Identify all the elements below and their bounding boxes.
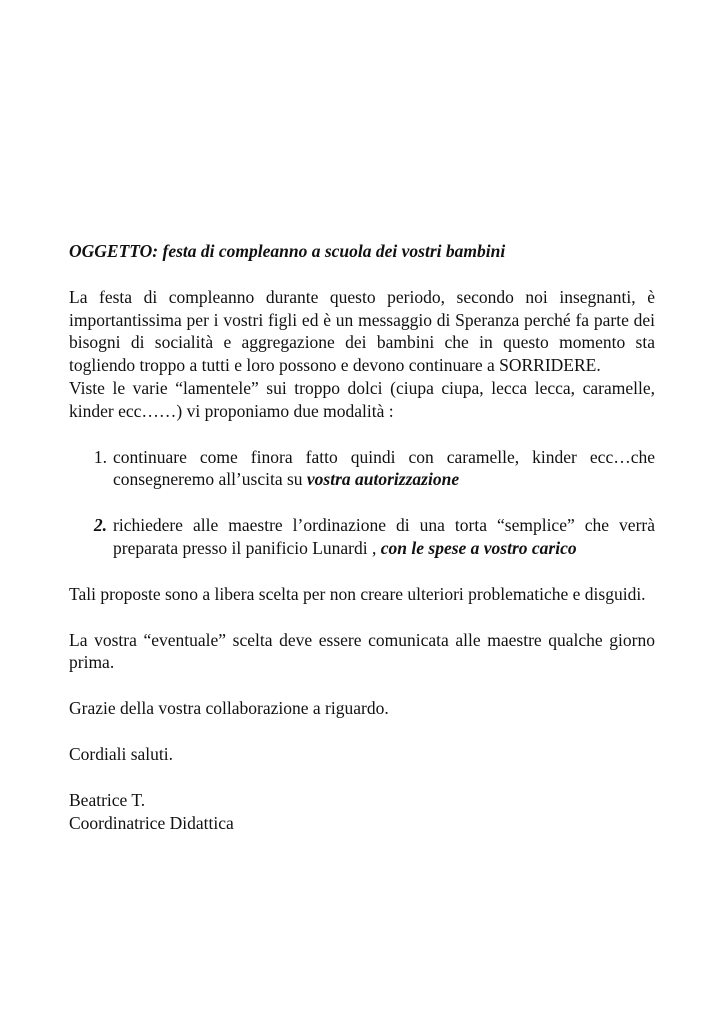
option-number: 1.	[93, 446, 107, 467]
signature-role: Coordinatrice Didattica	[69, 812, 234, 833]
option-number: 2.	[93, 515, 107, 536]
subject-line: OGGETTO: festa di compleanno a scuola dei vostri bambini	[69, 241, 506, 261]
option-item-1	[69, 446, 655, 492]
thanks-paragraph: Grazie della vostra collaborazione a riguardo.	[69, 698, 389, 719]
option-item-2	[69, 514, 655, 560]
free-choice-paragraph: Tali proposte sono a libera scelta per non creare ulteriori problematiche e disguidi.	[69, 583, 646, 604]
option-text: richiedere alle maestre l’ordinazione di una torta “semplice” che verrà preparata presso il panificio Lunardi ,	[113, 515, 655, 558]
complaints-paragraph: Viste le varie “lamentele” sui troppo dolci (ciupa ciupa, lecca lecca, caramelle, kinder ecc……) vi proponiamo due modalità :	[69, 377, 655, 421]
signature-name: Beatrice T.	[69, 789, 146, 810]
communication-paragraph: La vostra “eventuale” scelta deve essere comunicata alle maestre qualche giorno prima.	[69, 629, 655, 673]
closing-line: Cordiali saluti.	[69, 743, 174, 764]
option-emphasis: con le spese a vostro carico	[380, 537, 577, 558]
option-emphasis: vostra autorizzazione	[306, 469, 460, 490]
options-list	[69, 446, 655, 560]
option-text: continuare come finora fatto quindi con caramelle, kinder ecc…che consegneremo all’uscita su	[113, 446, 655, 490]
letter-document	[69, 240, 655, 834]
intro-paragraph: La festa di compleanno durante questo periodo, secondo noi insegnanti, è importantissima per i vostri figli ed è un messaggio di Speranza perché fa parte dei bisogni di socialità e aggregazione dei bambini che in questo momento sta togliendo troppo a tutti e loro possono e devono continuare a SORRIDERE.	[69, 286, 655, 376]
signature-block	[69, 789, 655, 835]
